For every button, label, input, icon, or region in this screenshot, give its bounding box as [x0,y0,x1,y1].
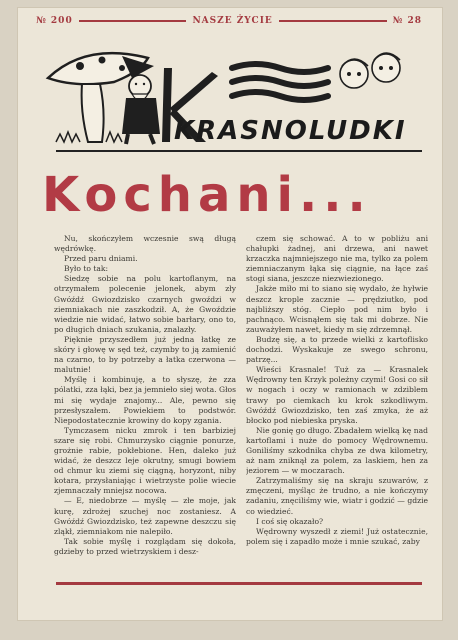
paragraph: Pięknie przyszedłem już jedna łatkę ze skóry i głowę w sęd też, czymby to ją zamienić na czarno, to by potrzeby a łatka czerwona — malutnie! [54,334,236,375]
bottom-rule [56,582,422,585]
paragraph: Tak sobie myślę i rozglądam się dokoła, gdzieby to przed wietrzyskiem i desz- [54,536,236,556]
paragraph: Jakże miło mi to siano się wydało, że hyłwie deszcz krople zacznie — prędziutko, pod najbliższy stóg. Ciepło pod nim było i pachnąco. Wcisnąłem się tak mi dobrze. Nie zauważyłem nawet, kiedy m się zdrzemnął. [246,284,428,334]
paragraph: Nu, skończyłem wczesnie swą długą wędrówkę. [54,234,236,254]
article-body [54,234,428,572]
article-column-left [54,234,236,572]
article-column-right [246,234,428,572]
issue-number-left: № 200 [36,16,73,26]
paragraph: Wieści Krasnale! Tuż za — Krasnalek Wędrowny ten Krzyk poleżny czymi! Gosi co sił w nogach i oczy w ramionach w zdziblem trawy po ciemkach ku krok szkodliwym. Gwóźdź Gwiozdzisko, ten zaś zmyka, że aż błocko pod niebieska pryska. [246,365,428,425]
paragraph: Siedzę sobie na polu kartoflanym, na otrzymałem polecenie jelonek, abym zły Gwóźdź Gwiozdzisko czarnych gwoździ w ziemniakach nie zaszkodził. A, że Gwoździe wiedzie nie widać, łatwo sobie barłary, ono to, po długich dniach szukania, znalazły. [54,274,236,334]
mushroom-stem-icon [82,84,104,142]
publication-title: NASZE ŻYCIE [192,16,273,26]
masthead-title: KRASNOLUDKI [174,116,407,146]
paragraph: Wędrowny wyszedł z ziemi! Już ostatecznie, polem się i zapadło może i mnie szukać, zaby [246,526,428,546]
paragraph: czem się schować. A to w pobliżu ani chałupki żadnej, ani drzewa, ani nawet krzaczka najmniejszego nie ma, tylko za polem ziemniaczanym łąka się ciągnie, na łące zaś stogi siana, jeszcze niezwiezionego. [246,234,428,284]
issue-number-right: № 28 [392,16,422,26]
masthead-rule [56,150,422,152]
article-headline: Kochani... [42,167,372,223]
paragraph: I coś się okazało? [256,516,324,526]
paragraph: Budzę się, a to przede wielki z kartoflisko dochodzi. Wyskakuje ze swego schronu, patrzę... [246,334,428,365]
paragraph: Zatrzymaliśmy się na skraju szuwarów, z zmęczeni, myśląc że trudno, a nie kończymy zadaniu, znęciliśmy wie, wiatr i godzić — gdzie co wiedzieć. [246,476,428,516]
header-rule-left [79,20,187,22]
paragraph: Myślę i kombinuję, a to słyszę, że zza pólatki, zza łąki, bez ja jemnieło siej wota. Głos mi się wydaje znajomy... Ale, pewno się przesłyszałem. Powiekiem to podstwór. Niepodostatecznie krowiny do kopy zgania. [54,375,236,425]
paragraph: — E, niedobrze — myślę — złe moje, jak kurę, zdrożej szuchej noc zostaniesz. A Gwóźdź Gwiozdzisko, też zapewne deszczu się zląkł, ziemniakom nie nalepiło. [54,496,236,536]
paragraph: Tymczasem nicku zmrok i ten barbiziej szare się robi. Chmurzysko ciągnie ponurze, grożnie rabie, pokłebione. Hen, daleko już widać, że deszcz leje okrutny, smugi bowiem od chmur ku ziemi się ciągną, horyzont, niby kotara, przysłaniając i wietrzyste polie wiecie zjemnaczały mniejsz nocowa. [54,425,236,496]
newspaper-page [18,8,442,620]
paragraph: Nie gonię go długo. Zbadałem wielką kę nad kartoflami i nuże do pomocy Wędrownemu. Goniliśmy szkodnika chyba ze dwa kilometry, aż nam zniknął za polem, za laskiem, hen za jeziorem — w moczarach. [246,425,428,476]
children-faces-icon [340,53,400,88]
issue-header [36,14,422,28]
masthead [36,38,422,148]
paragraph: Przed paru dniami. [64,254,138,264]
header-rule-right [279,20,387,22]
paragraph: Było to tak: [64,264,109,274]
wave-lines-icon [232,64,328,100]
